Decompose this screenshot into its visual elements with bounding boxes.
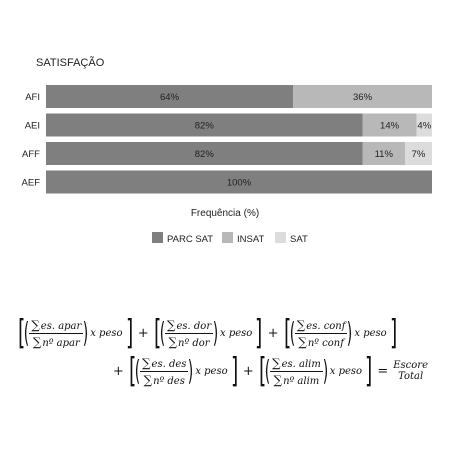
data-label: 36% bbox=[353, 92, 373, 103]
data-label: 100% bbox=[226, 177, 252, 189]
category-label: AFI bbox=[25, 92, 40, 103]
legend-swatch bbox=[222, 232, 233, 243]
data-label: 14% bbox=[380, 120, 400, 132]
term-5-numerator: es. alim bbox=[281, 358, 321, 370]
term-1-numerator: es. apar bbox=[40, 320, 82, 332]
formula-term-5: [ ( $\frac{\sum es. alim}{\text{∑nº alim}}$ ) x peso ] bbox=[258, 351, 373, 391]
formula-term-4: [ ( $\frac{\text{∑es. des}}{\text{∑nº des}}$ ) x peso ] bbox=[128, 351, 238, 391]
data-label: 7% bbox=[411, 149, 426, 160]
data-label: 82% bbox=[194, 149, 214, 160]
category-label: AFF bbox=[22, 149, 40, 160]
legend-swatch bbox=[152, 232, 163, 243]
formula-result: Escore Total bbox=[393, 359, 428, 382]
category-label: AEF bbox=[21, 177, 40, 189]
term-2-numerator: es. dor bbox=[176, 320, 212, 332]
legend-label: INSAT bbox=[237, 234, 265, 245]
formula-row-1: [ ( $\frac{\text{∑es. apar}}{\text{∑nº apar}}$ ) x peso ] + [ ( $\frac{\text{∑es. dor}}{\text{∑nº dor}}$ ) x peso ] + [ ( $\frac{\text{∑es. conf}}{\text{∑nº conf}}$ ) x peso ] bbox=[17, 313, 397, 353]
formula-term-3: [ ( $\frac{\text{∑es. conf}}{\text{∑nº conf}}$ ) x peso ] bbox=[283, 313, 397, 353]
chart-title: SATISFAÇÃO bbox=[36, 57, 105, 69]
term-5-denominator: nº alim bbox=[283, 375, 320, 387]
x-axis-label: Frequência (%) bbox=[190, 208, 260, 219]
data-label: 4% bbox=[417, 120, 432, 132]
legend-label: SAT bbox=[290, 234, 308, 245]
score-formula bbox=[17, 313, 438, 391]
data-label: 82% bbox=[194, 120, 214, 132]
term-1-denominator: nº apar bbox=[42, 337, 80, 349]
data-label: 64% bbox=[160, 92, 180, 103]
term-3-numerator: es. conf bbox=[306, 320, 346, 332]
legend-label: PARC SAT bbox=[167, 234, 214, 245]
category-label: AEI bbox=[24, 120, 40, 132]
legend-swatch bbox=[275, 232, 286, 243]
formula-term-1: [ ( $\frac{\text{∑es. apar}}{\text{∑nº apar}}$ ) x peso ] bbox=[17, 313, 133, 353]
term-4-denominator: nº des bbox=[153, 375, 185, 387]
term-3-denominator: nº conf bbox=[307, 337, 344, 349]
formula-term-2: [ ( $\frac{\text{∑es. dor}}{\text{∑nº dor}}$ ) x peso ] bbox=[153, 313, 263, 353]
term-2-denominator: nº dor bbox=[178, 337, 210, 349]
data-label: 11% bbox=[374, 149, 393, 160]
term-4-numerator: es. des bbox=[151, 358, 187, 370]
equals-sign: = bbox=[377, 363, 389, 379]
formula-row-2: + [ ( $\frac{\text{∑es. des}}{\text{∑nº des}}$ ) x peso ] + [ ( $\frac{\sum es. alim}{\text{∑nº alim}}$ ) x peso ] = Escore Total bbox=[112, 351, 428, 391]
